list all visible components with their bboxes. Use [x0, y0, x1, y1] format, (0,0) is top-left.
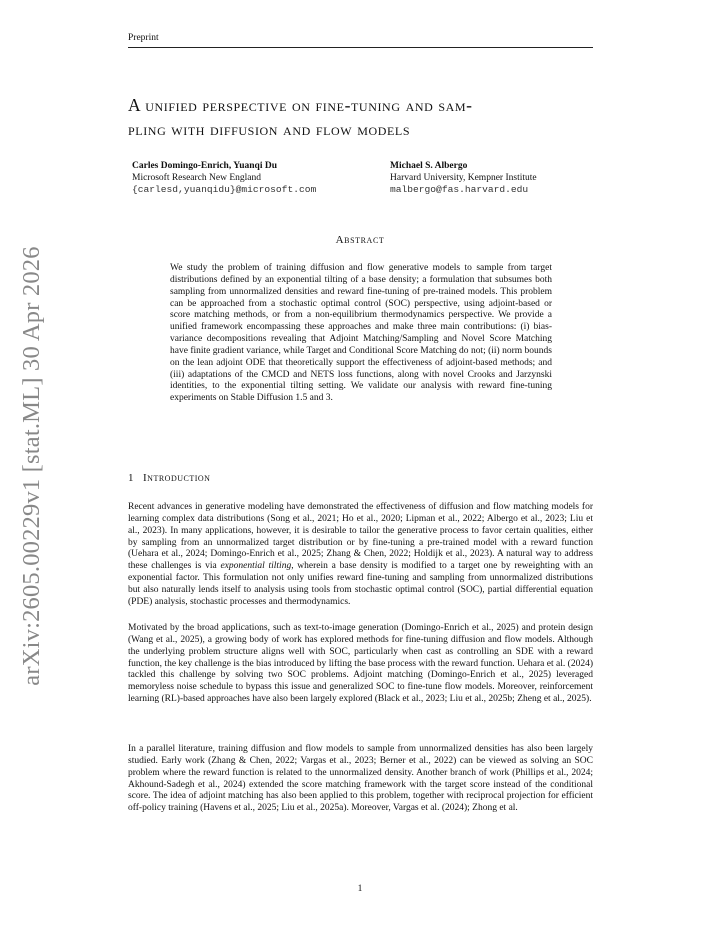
- author-affiliation: Harvard University, Kempner Institute: [390, 172, 537, 183]
- section-number: 1: [128, 472, 134, 484]
- author-email[interactable]: malbergo@fas.harvard.edu: [390, 184, 529, 195]
- header-rule: [128, 47, 593, 48]
- abstract-heading: Abstract: [335, 234, 385, 246]
- arxiv-stamp: arXiv:2605.00229v1 [stat.ML] 30 Apr 2026: [18, 246, 45, 686]
- author-names: Michael S. Albergo: [390, 161, 468, 171]
- title-line-1: A unified perspective on fine-tuning and sam-: [128, 95, 473, 115]
- author-block-2: [390, 161, 537, 196]
- section-heading: [128, 472, 210, 484]
- author-block-1: [132, 161, 316, 196]
- abstract-text: We study the problem of training diffusion and flow generative models to sample from target distributions defined by an exponential tilting of a base density; a formulation that subsumes both sampling from unnormalized densities and reward fine-tuning of pre-trained models. This problem can be approached from a stochastic optimal control (SOC) perspective, using adjoint-based or score matching methods, or from a non-equilibrium thermodynamics perspective. We provide a unified framework encompassing these approaches and make three main contributions: (i) bias-variance decompositions revealing that Adjoint Matching/Sampling and Novel Score Matching have finite gradient variance, while Target and Conditional Score Matching do not; (ii) norm bounds on the lean adjoint ODE that theoretically support the effectiveness of adjoint-based methods; and (iii) adaptations of the CMCD and NETS loss functions, along with novel Crooks and Jarzynski identities, to the exponential tilting setting. We validate our analysis with reward fine-tuning experiments on Stable Diffusion 1.5 and 3.: [170, 263, 552, 404]
- author-affiliation: Microsoft Research New England: [132, 172, 262, 183]
- intro-paragraph-2: Motivated by the broad applications, such as text-to-image generation (Domingo-Enrich et al., 2025) and protein design (Wang et al., 2025), a growing body of work has explored methods for fine-tuning diffusion and flow models. Although the underlying problem structure aligns well with SOC, particularly when cast as controlling an SDE with a reward function, the key challenge is the bias introduced by lifting the base process with the reward function. Uehara et al. (2024) tackled this challenge by solving two SOC problems. Adjoint matching (Domingo-Enrich et al., 2025) leveraged memoryless noise schedule to bypass this issue and generalized SOC to fine-tune flow models. Moreover, reinforcement learning (RL)-based approaches have also been largely explored (Black et al., 2023; Liu et al., 2025b; Zheng et al., 2025).: [128, 623, 593, 705]
- page-number: 1: [357, 884, 363, 894]
- author-email[interactable]: {carlesd,yuanqidu}@microsoft.com: [132, 184, 317, 195]
- page-header: [128, 32, 593, 48]
- intro-paragraph-1: [128, 502, 593, 609]
- author-names: Carles Domingo-Enrich, Yuanqi Du: [132, 161, 277, 171]
- emphasis-term: exponential tilting: [220, 561, 292, 572]
- paragraph-text: Recent advances in generative modeling have demonstrated the effectiveness of diffusion and flow matching models for learning complex data distributions (Song et al., 2021; Ho et al., 2020; Lipman et al., 2022; Albergo et al., 2023; Liu et al., 2023). In many applications, however, it is desirable to tailor the generative process to favor certain qualities, either by sampling from an unnormalized target distribution or by fine-tuning a pre-trained model with a reward function (Uehara et al., 2024; Domingo-Enrich et al., 2025; Zhang & Chen, 2022; Holdijk et al., 2023). A natural way to address these challenges is via: [128, 502, 593, 572]
- title-line-2: pling with diffusion and flow models: [128, 119, 411, 139]
- preprint-label: Preprint: [128, 33, 159, 43]
- paper-title: [128, 93, 598, 141]
- paragraph-text: , wherein a base density is modified to a target one by reweighting with an exponential factor. This formulation not only unifies reward fine-tuning and sampling from unnormalized distributions but also naturally lends itself to analysis using tools from stochastic optimal control (SOC), partial differential equation (PDE) analysis, stochastic processes and thermodynamics.: [128, 561, 593, 607]
- intro-paragraph-3: In a parallel literature, training diffusion and flow models to sample from unnormalized densities has also been largely studied. Early work (Zhang & Chen, 2022; Vargas et al., 2023; Berner et al., 2022) can be viewed as solving an SOC problem where the reward function is related to the unnormalized density. Another branch of work (Phillips et al., 2024; Akhound-Sadegh et al., 2024) extended the score matching framework with the target score instead of the conditional score. The idea of adjoint matching has also been applied to this problem, together with reciprocal projection for efficient off-policy training (Havens et al., 2025; Liu et al., 2025a). Moreover, Vargas et al. (2024); Zhong et al.: [128, 744, 593, 814]
- section-title: Introduction: [143, 472, 211, 484]
